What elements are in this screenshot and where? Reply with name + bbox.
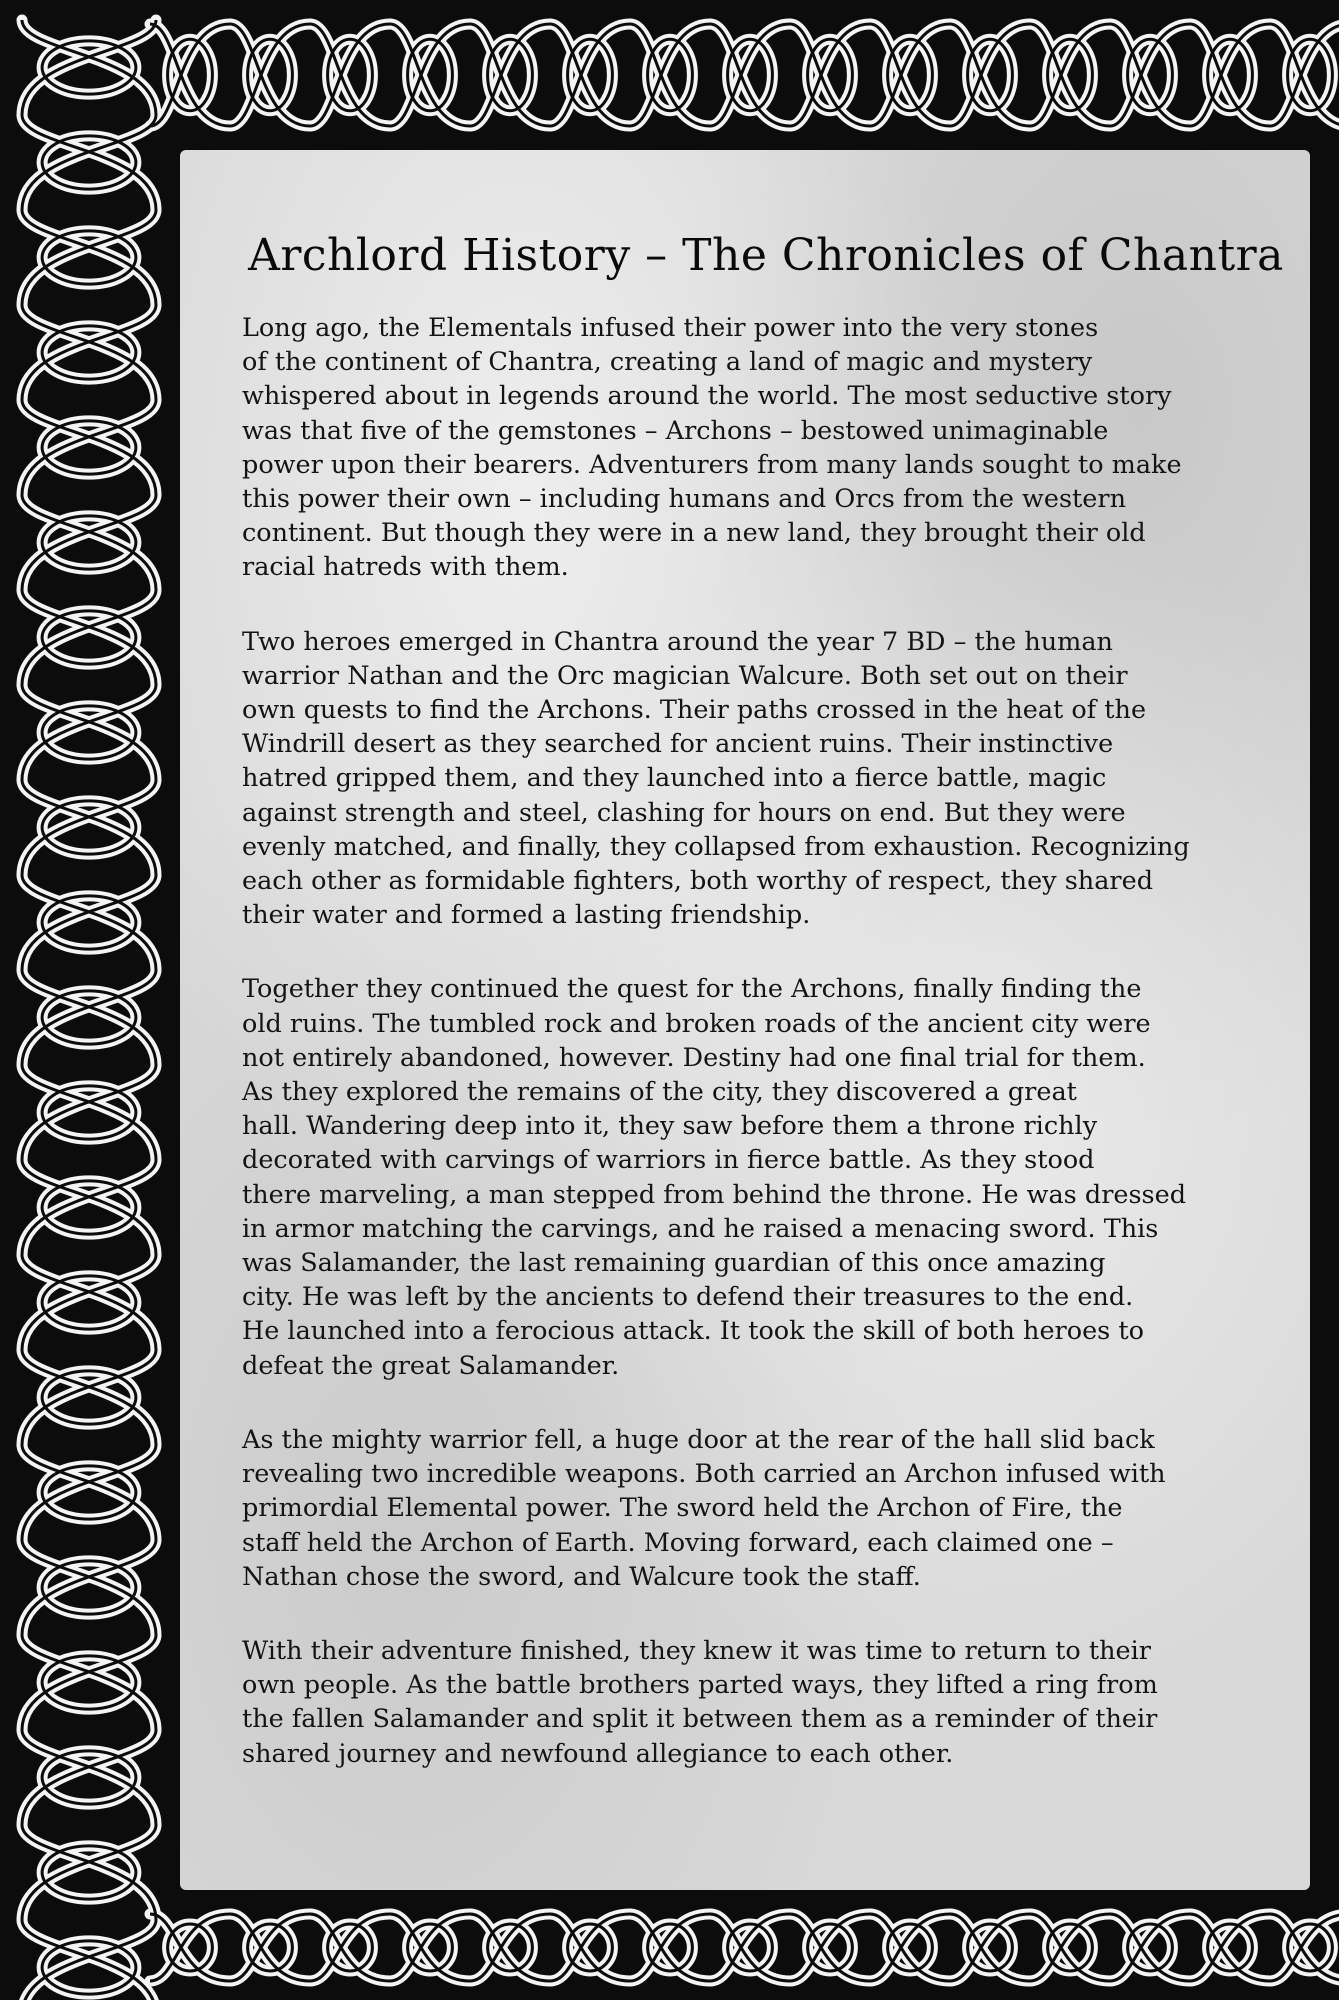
paragraph-4: As the mighty warrior fell, a huge door at the rear of the hall slid back revealing two incredible weapons. Both carried an Archon infused with primordial Elemental power. The sword held the Archon of Fire, the staff held the Archon of Earth. Moving forward, each claimed one – Nathan chose the sword, and Walcure took the staff. (242, 1424, 1166, 1592)
page-title: Archlord History – The Chronicles of Chantra (248, 230, 1284, 281)
paragraph-2: Two heroes emerged in Chantra around the year 7 BD – the human warrior Nathan and the Orc magician Walcure. Both set out on their own quests to find the Archons. Their paths crossed in the heat of the Windrill desert as they searched for ancient ruins. Their instinctive hatred gripped them, and they launched into a fierce battle, magic against strength and steel, clashing for hours on end. But they were evenly matched, and finally, they collapsed from exhaustion. Recognizing each other as formidable fighters, both worthy of respect, they shared their water and formed a lasting friendship. (242, 626, 1190, 931)
paragraph-1: Long ago, the Elementals infused their power into the very stones of the continent of Chantra, creating a land of magic and mystery whispered about in legends around the world. The most seductive story was that five of the gemstones – Archons – bestowed unimaginable power upon their bearers. Adventurers from many lands sought to make this power their own – including humans and Orcs from the western continent. But though they were in a new land, they brought their old racial hatreds with them. (242, 313, 1182, 583)
paragraph-5: With their adventure finished, they knew it was time to return to their own people. As the battle brothers parted ways, they lifted a ring from the fallen Salamander and split it between them as a reminder of their shared journey and newfound allegiance to each other. (242, 1635, 1158, 1769)
text-panel (180, 150, 1310, 1890)
paragraph-3: Together they continued the quest for the Archons, finally finding the old ruins. The tumbled rock and broken roads of the ancient city were not entirely abandoned, however. Destiny had one final trial for them. As they explored the remains of the city, they discovered a great hall. Wandering deep into it, they saw before them a throne richly decorated with carvings of warriors in fierce battle. As they stood there marveling, a man stepped from behind the throne. He was dressed in armor matching the carvings, and he raised a menacing sword. This was Salamander, the last remaining guardian of this once amazing city. He was left by the ancients to defend their treasures to the end. He launched into a ferocious attack. It took the skill of both heroes to defeat the great Salamander. (242, 974, 1187, 1381)
